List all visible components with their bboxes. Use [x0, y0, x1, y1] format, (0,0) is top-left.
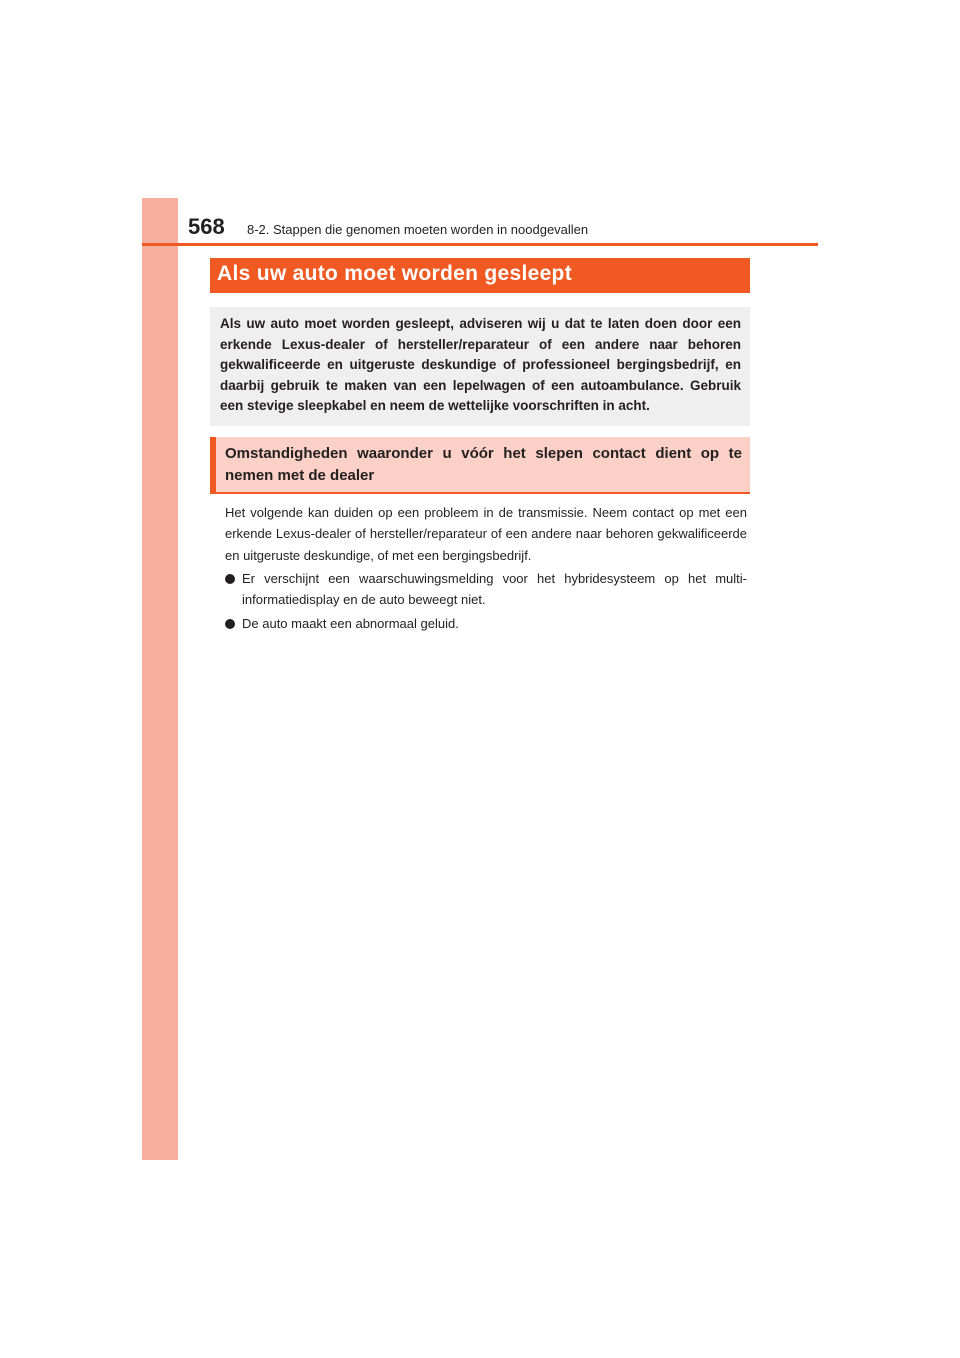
bullet-icon: [225, 619, 235, 629]
header-rule: [142, 243, 818, 246]
body-text: Het volgende kan duiden op een probleem in de transmissie. Neem contact op met een erkende Lexus-dealer of hersteller/reparateur of een andere naar behoren gekwalificeerde en uitgeruste deskundige, of met een bergingsbedrijf.: [225, 505, 747, 563]
section-title: Als uw auto moet worden gesleept: [210, 258, 750, 293]
page-number: 568: [188, 214, 225, 239]
intro-text: Als uw auto moet worden gesleept, adviseren wij u dat te laten doen door een erkende Lexus-dealer of hersteller/reparateur of een andere naar behoren gekwalificeerde en uitgeruste deskundige of professioneel bergingsbedrijf, en daarbij gebruik te maken van een lepelwagen of een autoambulance. Gebruik een stevige sleepkabel en neem de wettelijke voorschriften in acht.: [220, 316, 741, 414]
list-item: [225, 568, 747, 611]
chapter-side-strip: [142, 198, 178, 1160]
running-head: 8-2. Stappen die genomen moeten worden in noodgevallen: [247, 222, 589, 237]
bullet-icon: [225, 574, 235, 584]
list-item-text: De auto maakt een abnormaal geluid.: [242, 615, 459, 631]
list-item-text: Er verschijnt een waarschuwingsmelding voor het hybridesysteem op het multi-informatiedisplay en de auto beweegt niet.: [242, 571, 747, 608]
subsection-rule: [210, 492, 750, 494]
subsection-title: Omstandigheden waaronder u vóór het slepen contact dient op te nemen met de dealer: [210, 437, 750, 493]
list-item: [225, 613, 747, 634]
intro-box: [210, 307, 750, 426]
bullet-list: [225, 568, 747, 636]
body-paragraph: [225, 502, 747, 566]
